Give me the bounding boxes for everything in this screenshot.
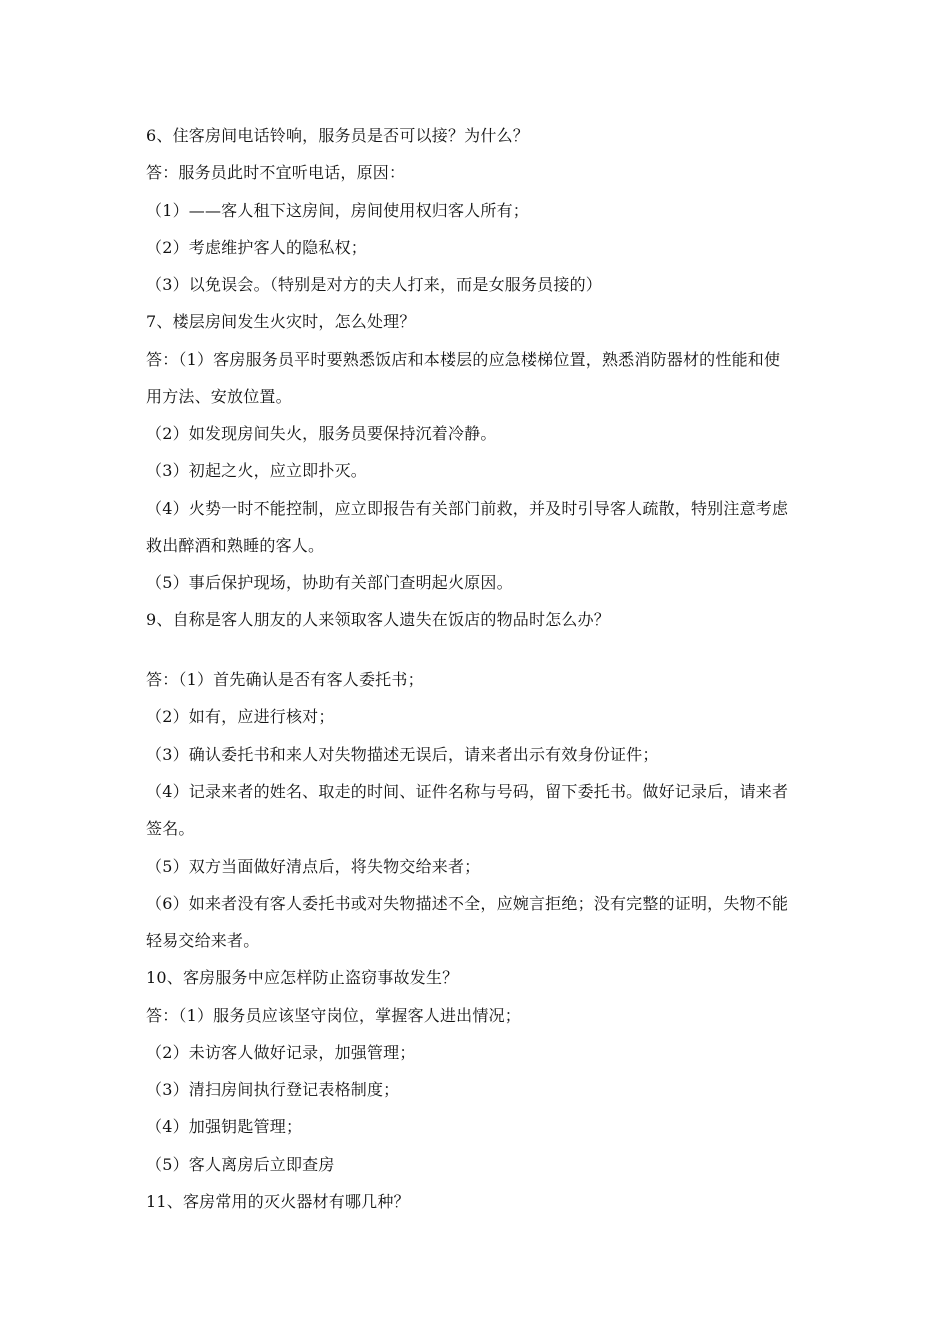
answer-10-item-1: 答：（1）服务员应该坚守岗位，掌握客人进出情况； <box>146 1006 521 1025</box>
answer-9-item-5: （5）双方当面做好清点后，将失物交给来者； <box>146 857 481 876</box>
answer-6-item-3: （3）以免误会。（特别是对方的夫人打来，而是女服务员接的） <box>146 275 602 294</box>
answer-9-item-1: 答：（1）首先确认是否有客人委托书； <box>146 670 424 689</box>
question-7: 7、楼层房间发生火灾时，怎么处理？ <box>146 312 416 331</box>
answer-10-item-4: （4）加强钥匙管理； <box>146 1117 303 1136</box>
question-6: 6、住客房间电话铃响，服务员是否可以接？为什么？ <box>146 126 529 145</box>
answer-7-item-2: （2）如发现房间失火，服务员要保持沉着冷静。 <box>146 424 497 443</box>
answer-7-item-3: （3）初起之火，应立即扑灭。 <box>146 461 367 480</box>
question-11: 11、客房常用的灭火器材有哪几种？ <box>146 1192 410 1211</box>
answer-10-item-5: （5）客人离房后立即查房 <box>146 1155 335 1174</box>
answer-7-item-1: 答：（1）客房服务员平时要熟悉饭店和本楼层的应急楼梯位置，熟悉消防器材的性能和使 <box>146 350 781 369</box>
answer-7-item-4: （4）火势一时不能控制，应立即报告有关部门前救，并及时引导客人疏散，特别注意考虑 <box>146 499 789 518</box>
answer-9-item-6-cont: 轻易交给来者。 <box>146 931 260 950</box>
answer-7-item-5: （5）事后保护现场，协助有关部门查明起火原因。 <box>146 573 513 592</box>
answer-9-item-6: （6）如来者没有客人委托书或对失物描述不全，应婉言拒绝；没有完整的证明，失物不能 <box>146 894 789 913</box>
answer-6-intro: 答：服务员此时不宜听电话，原因： <box>146 163 406 182</box>
answer-6-item-2: （2）考虑维护客人的隐私权； <box>146 238 367 257</box>
question-10: 10、客房服务中应怎样防止盗窃事故发生？ <box>146 968 459 987</box>
answer-10-item-2: （2）未访客人做好记录，加强管理； <box>146 1043 416 1062</box>
question-9: 9、自称是客人朋友的人来领取客人遗失在饭店的物品时怎么办？ <box>146 610 610 629</box>
answer-9-item-2: （2）如有，应进行核对； <box>146 707 335 726</box>
answer-9-item-3: （3）确认委托书和来人对失物描述无误后，请来者出示有效身份证件； <box>146 745 659 764</box>
answer-7-item-4-cont: 救出醉酒和熟睡的客人。 <box>146 536 325 555</box>
answer-7-item-1-cont: 用方法、安放位置。 <box>146 387 292 406</box>
answer-9-item-4-cont: 签名。 <box>146 819 195 838</box>
answer-10-item-3: （3）清扫房间执行登记表格制度； <box>146 1080 400 1099</box>
answer-6-item-1: （1）——客人租下这房间，房间使用权归客人所有； <box>146 201 529 220</box>
answer-9-item-4: （4）记录来者的姓名、取走的时间、证件名称与号码，留下委托书。做好记录后，请来者 <box>146 782 789 801</box>
